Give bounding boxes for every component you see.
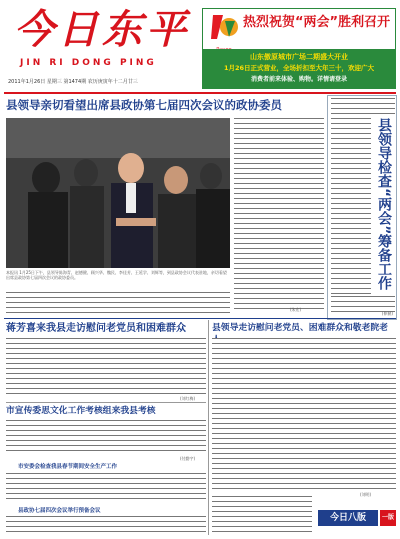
story4-rule: [6, 402, 206, 403]
story6-headline: 县政协七届四次会议举行预备会议: [18, 508, 101, 514]
ad-logo: [207, 11, 241, 43]
masthead-rule: [4, 92, 396, 94]
sidebar-bottom-text: [331, 296, 395, 312]
ad-line1: 山东傲原城市广场二期盛大开业: [250, 53, 348, 61]
lead-caption: 本报讯 1月25日下午，县领导陈海青、赵德健、顾兴华、魏民、李佳芳、王延学、刘辉等，到县政协会议代表驻地，亲切看望出席县政协第七届四次会议的政协委员。: [6, 270, 227, 280]
ad-logo-icon: [207, 11, 241, 43]
story4-headline: 市宣传委思文化工作考核组来我县考核: [6, 406, 156, 416]
story3-extra-text: [212, 496, 312, 532]
ad-band: [203, 49, 395, 89]
sidebar: [327, 95, 397, 320]
story2-credit: (刘红梅): [180, 396, 196, 401]
sidebar-top-text: [331, 98, 395, 114]
story4-body-text: [6, 420, 206, 454]
story2-headline: 蒋芳喜来我县走访慰问老党员和困难群众: [6, 323, 186, 334]
ad-box: [202, 8, 396, 89]
masthead-pinyin: JIN RI DONG PING: [20, 58, 157, 68]
story3-headline: 县领导走访慰问老党员、困难群众和敬老院老: [212, 323, 388, 333]
sidebar-credit: (伸赫): [381, 311, 393, 316]
story5-headline: 市安委会检查我县春节期间安全生产工作: [18, 464, 118, 470]
story6-body-text: [6, 516, 206, 536]
story2-body-text: [6, 338, 206, 394]
lead-photo: [6, 118, 230, 268]
column-divider: [208, 320, 209, 535]
ad-line2: 1月26日正式营业，全场折扣至大年三十，欢迎广大: [223, 64, 375, 72]
footer-page-label: 一版: [380, 510, 396, 526]
story3-body-text: [212, 338, 396, 490]
masthead-title: 今日东平: [14, 6, 190, 53]
sidebar-headline: 县领导检查“两会”筹备工作: [376, 118, 392, 291]
story3-credit: (刘明): [360, 492, 372, 497]
sidebar-body-text: [331, 118, 371, 294]
ad-headline: 热烈祝贺“两会”胜利召开: [243, 15, 391, 30]
story5-body-text: [6, 473, 206, 503]
masthead-info: 2011年1月26日 星期三 第1474期 农历庚寅年十二月廿三: [8, 79, 138, 85]
ad-line3: 消费者前来体验、购物。详情请登录: [250, 76, 347, 83]
lead-photo-image: [6, 118, 230, 268]
footer-section-tag: 今日八版: [318, 510, 378, 526]
section-rule: [4, 318, 396, 319]
story4-credit: (付勤宇): [180, 456, 196, 461]
lead-credit: (朱宏): [290, 307, 302, 312]
masthead: [6, 6, 202, 88]
lead-body-text: [234, 118, 324, 312]
lead-body-lower: [6, 292, 230, 314]
lead-headline: 县领导亲切看望出席县政协第七届四次会议的政协委员: [6, 98, 282, 112]
